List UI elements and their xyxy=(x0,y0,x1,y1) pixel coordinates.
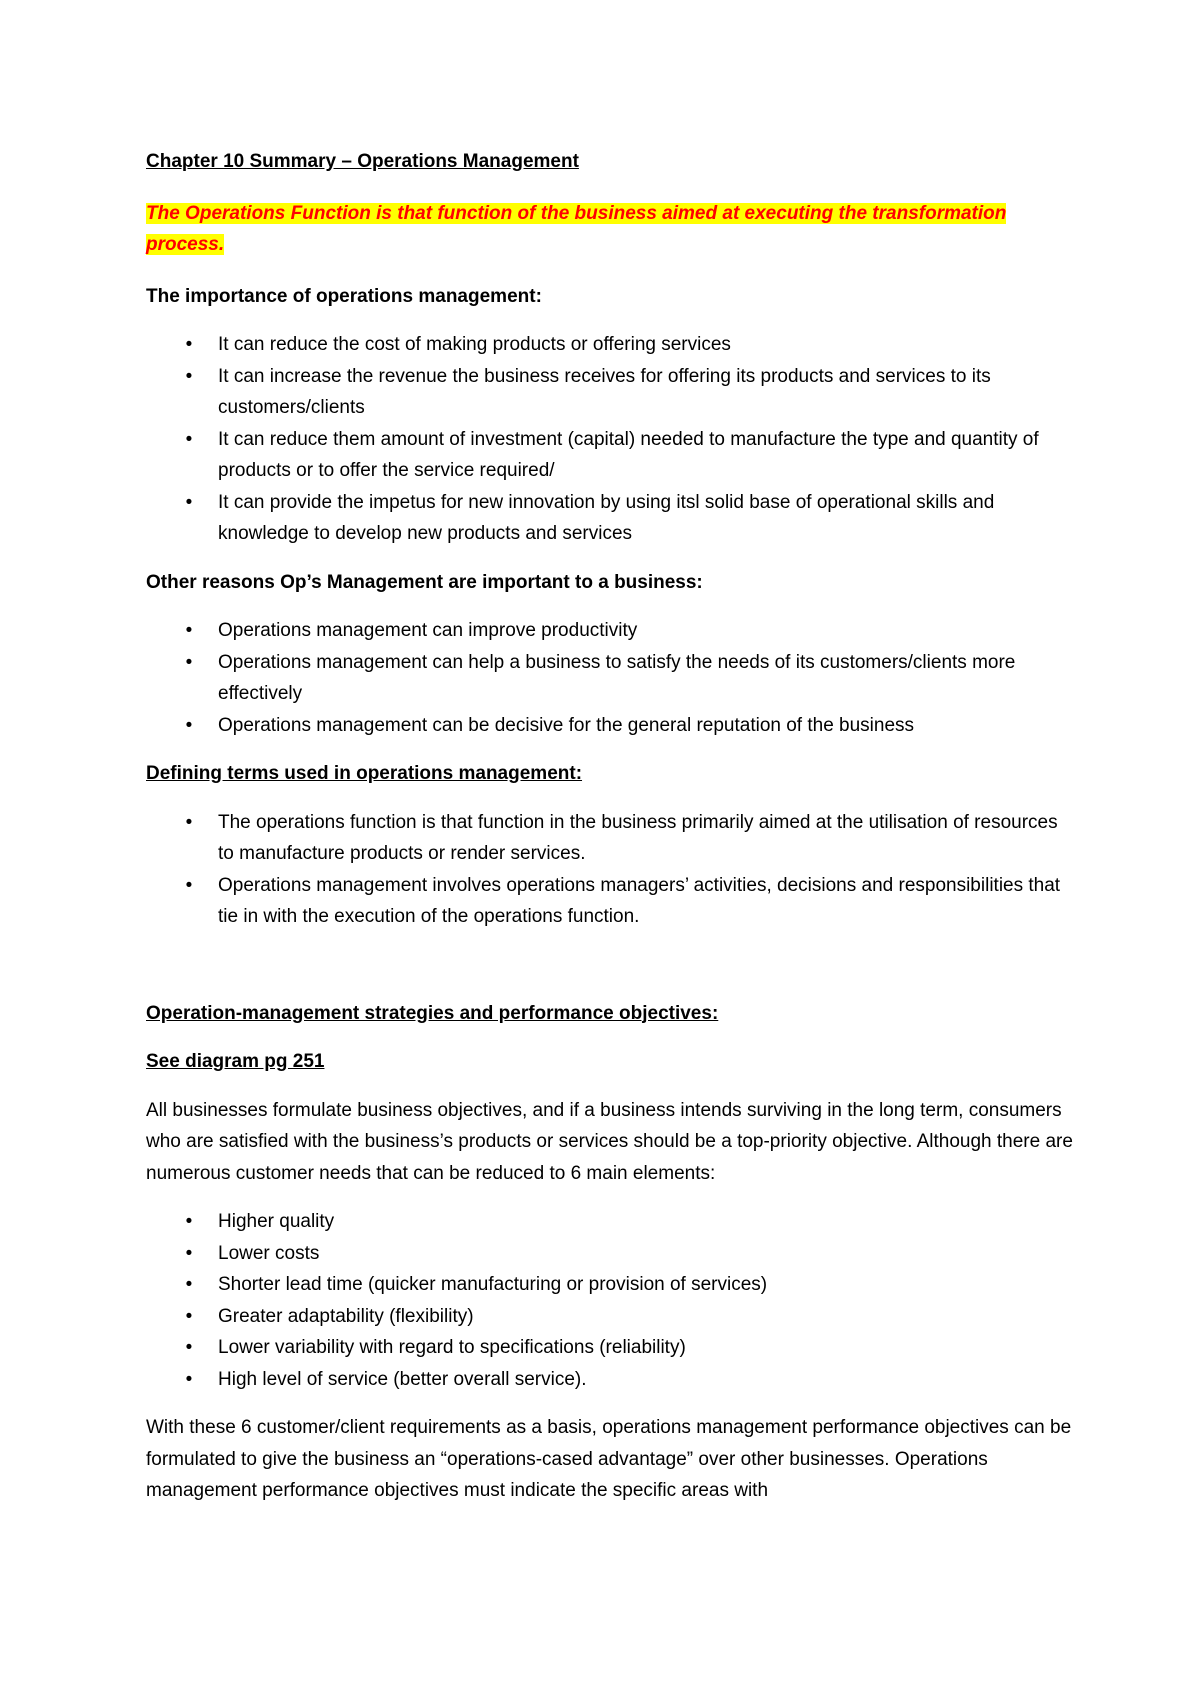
list-item-text: Operations management can help a business to satisfy the needs of its customers/clients more effectively xyxy=(218,651,1016,704)
strategies-heading: Operation-management strategies and performance objectives: xyxy=(146,1002,719,1024)
bullet-icon: • xyxy=(185,491,193,513)
bullet-icon: • xyxy=(185,1305,193,1327)
document-content xyxy=(146,146,1076,1524)
list-item-text: Greater adaptability (flexibility) xyxy=(218,1305,474,1327)
list-item xyxy=(146,487,1076,550)
page-title: Chapter 10 Summary – Operations Management xyxy=(146,151,579,172)
importance-heading: The importance of operations management: xyxy=(146,285,542,307)
list-item xyxy=(146,361,1076,424)
list-item-text: Higher quality xyxy=(218,1211,335,1232)
importance-list xyxy=(146,329,1076,550)
list-item xyxy=(146,329,1076,361)
customer-needs-list xyxy=(146,1206,1076,1395)
highlighted-definition-text: The Operations Function is that function of the business aimed at executing the transformation process. xyxy=(146,202,1007,255)
list-item xyxy=(146,1332,1076,1364)
list-item-text: It can reduce the cost of making products or offering services xyxy=(218,334,731,355)
bullet-icon: • xyxy=(185,334,193,355)
defining-terms-heading: Defining terms used in operations management: xyxy=(146,763,583,784)
list-item xyxy=(146,647,1076,710)
bullet-icon: • xyxy=(185,1242,193,1264)
list-item-text: It can provide the impetus for new innovation by using itsl solid base of operational skills and knowledge to develop new products and services xyxy=(218,491,995,544)
list-item xyxy=(146,710,1076,742)
list-item xyxy=(146,807,1076,870)
bullet-icon: • xyxy=(185,1211,193,1232)
list-item-text: It can reduce them amount of investment (capital) needed to manufacture the type and quantity of products or to offer the service required/ xyxy=(218,428,1039,481)
list-item-text: The operations function is that function in the business primarily aimed at the utilisation of resources to manufacture products or render services. xyxy=(218,811,1058,864)
bullet-icon: • xyxy=(185,1368,193,1390)
performance-objectives-paragraph: With these 6 customer/client requirements as a basis, operations management performance objectives can be formulated to give the business an “operations-cased advantage” over other businesses. Operations management performance objectives must indicate the specific areas with xyxy=(146,1417,1072,1501)
list-item-text: Operations management can be decisive for the general reputation of the business xyxy=(218,714,915,736)
list-item-text: Operations management can improve productivity xyxy=(218,620,638,641)
list-item-text: Lower costs xyxy=(218,1242,320,1264)
list-item xyxy=(146,1364,1076,1396)
list-item xyxy=(146,1206,1076,1238)
highlighted-definition xyxy=(146,198,1076,261)
list-item-text: It can increase the revenue the business receives for offering its products and services to its customers/clients xyxy=(218,365,991,418)
bullet-icon: • xyxy=(185,365,193,387)
bullet-icon: • xyxy=(185,620,193,641)
list-item-text: Lower variability with regard to specifications (reliability) xyxy=(218,1337,686,1358)
list-item xyxy=(146,870,1076,933)
bullet-icon: • xyxy=(185,1274,193,1295)
bullet-icon: • xyxy=(185,714,193,736)
bullet-icon: • xyxy=(185,811,193,833)
other-reasons-heading: Other reasons Op’s Management are important to a business: xyxy=(146,571,703,593)
strategies-paragraph: All businesses formulate business objectives, and if a business intends surviving in the long term, consumers who are satisfied with the business’s products or services should be a top-priority objective. Although there are numerous customer needs that can be reduced to 6 main elements: xyxy=(146,1099,1073,1184)
bullet-icon: • xyxy=(185,428,193,450)
other-reasons-list xyxy=(146,615,1076,741)
bullet-icon: • xyxy=(185,651,193,673)
defining-terms-list xyxy=(146,807,1076,933)
list-item xyxy=(146,424,1076,487)
bullet-icon: • xyxy=(185,874,193,896)
list-item-text: Operations management involves operations managers’ activities, decisions and responsibilities that tie in with the execution of the operations function. xyxy=(218,874,1061,927)
section-spacer xyxy=(146,950,1076,998)
list-item-text: Shorter lead time (quicker manufacturing or provision of services) xyxy=(218,1274,768,1295)
bullet-icon: • xyxy=(185,1337,193,1358)
see-diagram-note: See diagram pg 251 xyxy=(146,1051,325,1072)
list-item xyxy=(146,615,1076,647)
list-item xyxy=(146,1269,1076,1301)
list-item xyxy=(146,1301,1076,1333)
list-item xyxy=(146,1238,1076,1270)
list-item-text: High level of service (better overall service). xyxy=(218,1368,587,1390)
